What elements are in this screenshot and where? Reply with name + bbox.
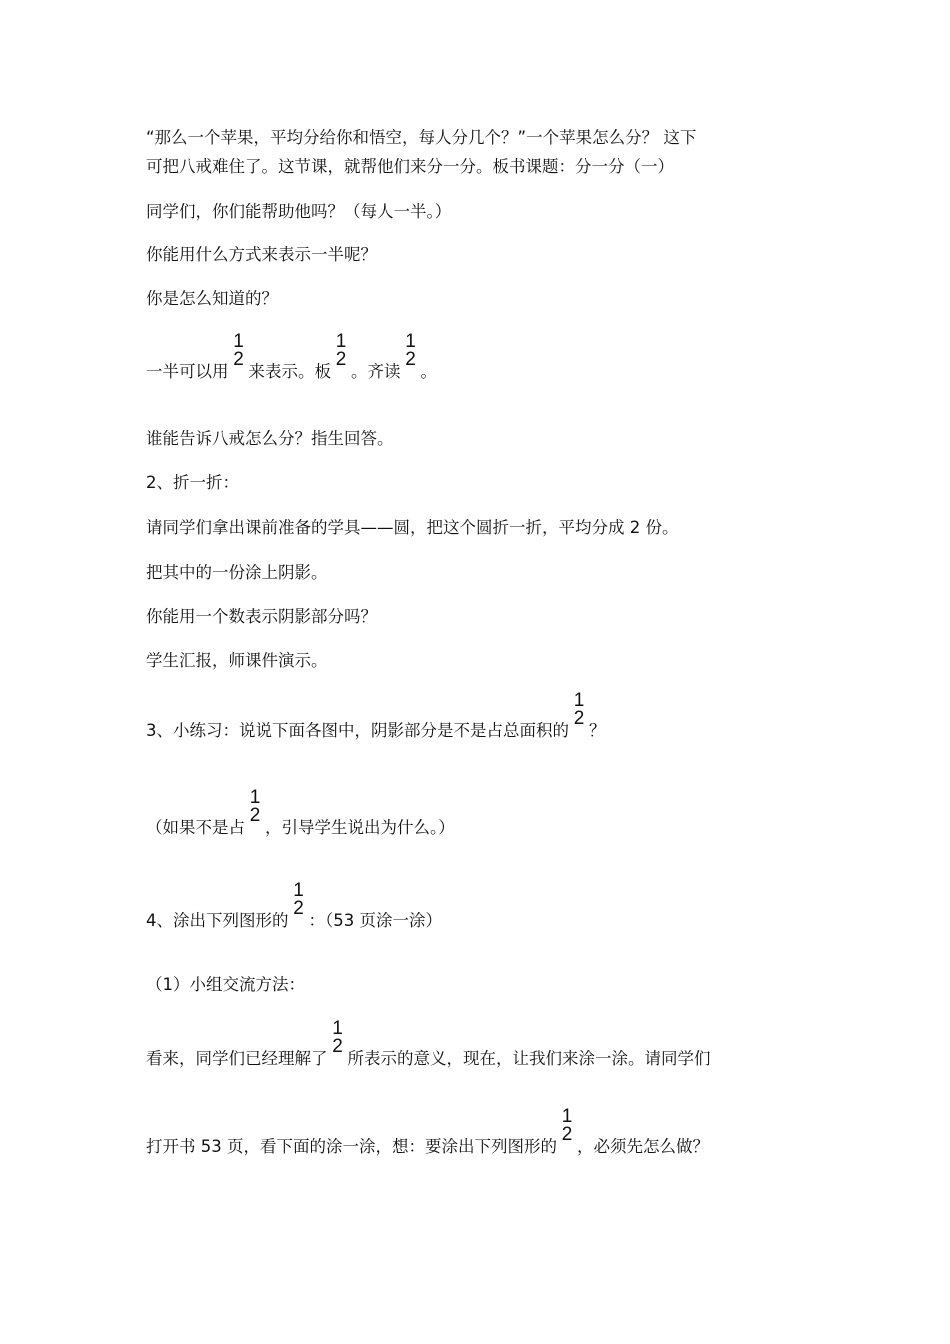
paragraph-report: 学生汇报，师课件演示。 bbox=[146, 651, 328, 670]
paragraph-how-know: 你是怎么知道的？ bbox=[146, 289, 278, 308]
paragraph-understand: 看来，同学们已经理解了 1 2 所表示的意义，现在，让我们来涂一涂。请同学们 bbox=[146, 1018, 711, 1068]
paragraph-tell-bajie: 谁能告诉八戒怎么分？指生回答。 bbox=[146, 429, 394, 448]
fraction-one-half: 1 2 bbox=[293, 880, 304, 919]
fraction-one-half: 1 2 bbox=[249, 787, 261, 826]
paragraph-fold-circle: 请同学们拿出课前准备的学具——圆，把这个圆折一折，平均分成 2 份。 bbox=[146, 518, 679, 537]
paragraph-open-book: 打开书 53 页，看下面的涂一涂，想：要涂出下列图形的 1 2 ，必须先怎么做？ bbox=[146, 1106, 709, 1156]
paragraph-shade: 把其中的一份涂上阴影。 bbox=[146, 563, 328, 582]
section-heading-fold: 2、折一折： bbox=[146, 473, 239, 492]
fraction-one-half: 1 2 bbox=[561, 1106, 573, 1145]
paragraph-practice-note: （如果不是占 1 2 ，引导学生说出为什么。） bbox=[146, 787, 455, 837]
fraction-one-half: 1 2 bbox=[335, 331, 347, 370]
paragraph-help: 同学们，你们能帮助他吗？（每人一半。） bbox=[146, 202, 452, 221]
section-heading-color: 4、涂出下列图形的 1 2 ：（53 页涂一涂） bbox=[146, 880, 442, 930]
section-heading-practice: 3、小练习：说说下面各图中，阴影部分是不是占总面积的 1 2 ？ bbox=[146, 690, 606, 740]
fraction-one-half: 1 2 bbox=[573, 690, 585, 729]
paragraph-number-shade: 你能用一个数表示阴影部分吗？ bbox=[146, 607, 377, 626]
fraction-one-half: 1 2 bbox=[233, 331, 244, 370]
paragraph-group-discuss: （1）小组交流方法： bbox=[146, 975, 305, 994]
fraction-one-half: 1 2 bbox=[405, 331, 416, 370]
paragraph-half-fraction: 一半可以用 1 2 来表示。板 1 2 。齐读 1 2 。 bbox=[146, 331, 437, 381]
fraction-one-half: 1 2 bbox=[332, 1018, 343, 1057]
paragraph-represent-half: 你能用什么方式来表示一半呢？ bbox=[146, 245, 377, 264]
paragraph-intro-line1: “那么一个苹果，平均分给你和悟空，每人分几个？”一个苹果怎么分？ 这下 bbox=[146, 128, 697, 147]
paragraph-intro-line2: 可把八戒难住了。这节课，就帮他们来分一分。板书课题：分一分（一） bbox=[146, 157, 674, 176]
